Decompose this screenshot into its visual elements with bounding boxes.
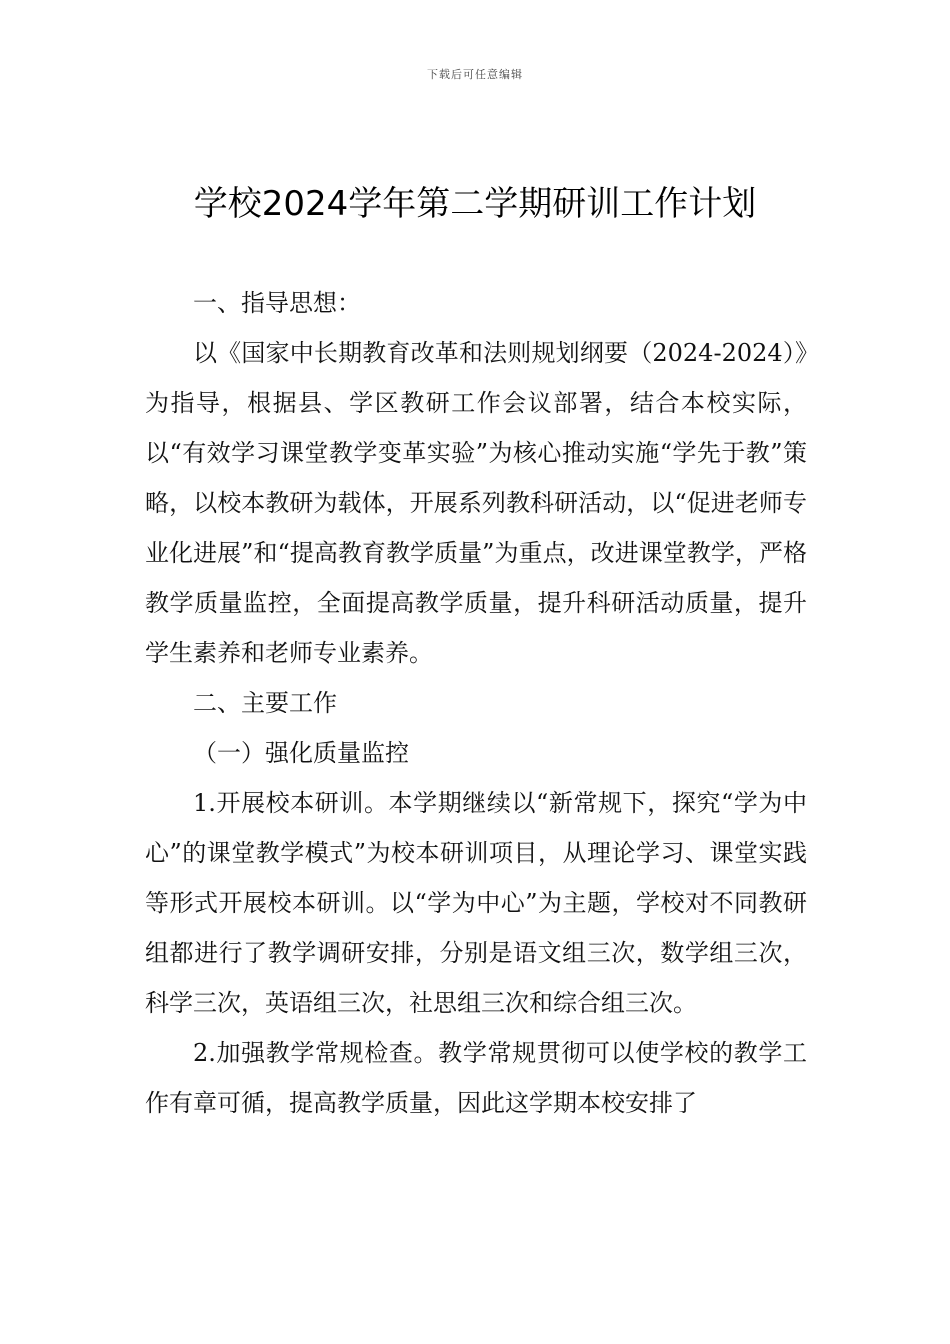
document-body [145,278,807,1128]
subsection-heading-quality-monitoring: （一）强化质量监控 [193,739,409,767]
document-title: 学校2024学年第二学期研训工作计划 [193,184,757,224]
paragraph-guiding-thought: 以《国家中长期教育改革和法则规划纲要（2024-2024）》为指导，根据县、学区教研工作会议部署，结合本校实际，以“有效学习课堂教学变革实验”为核心推动实施“学先于教”策略，以校本教研为载体，开展系列教科研活动，以“促进老师专业化进展”和“提高教育教学质量”为重点，改进课堂教学，严格教学质量监控，全面提高教学质量，提升科研活动质量，提升学生素养和老师专业素养。 [145,339,807,667]
paragraph-item-2: 2.加强教学常规检查。教学常规贯彻可以使学校的教学工作有章可循，提高教学质量，因此这学期本校安排了 [145,1039,807,1117]
page-header-note: 下载后可任意编辑 [427,68,523,81]
paragraph-item-1: 1.开展校本研训。本学期继续以“新常规下，探究“学为中心”的课堂教学模式”为校本研训项目，从理论学习、课堂实践等形式开展校本研训。以“学为中心”为主题，学校对不同教研组都进行了教学调研安排，分别是语文组三次，数学组三次，科学三次，英语组三次，社思组三次和综合组三次。 [145,789,807,1017]
section-heading-main-work: 二、主要工作 [193,689,337,717]
section-heading-guiding-thought: 一、指导思想： [193,289,361,317]
